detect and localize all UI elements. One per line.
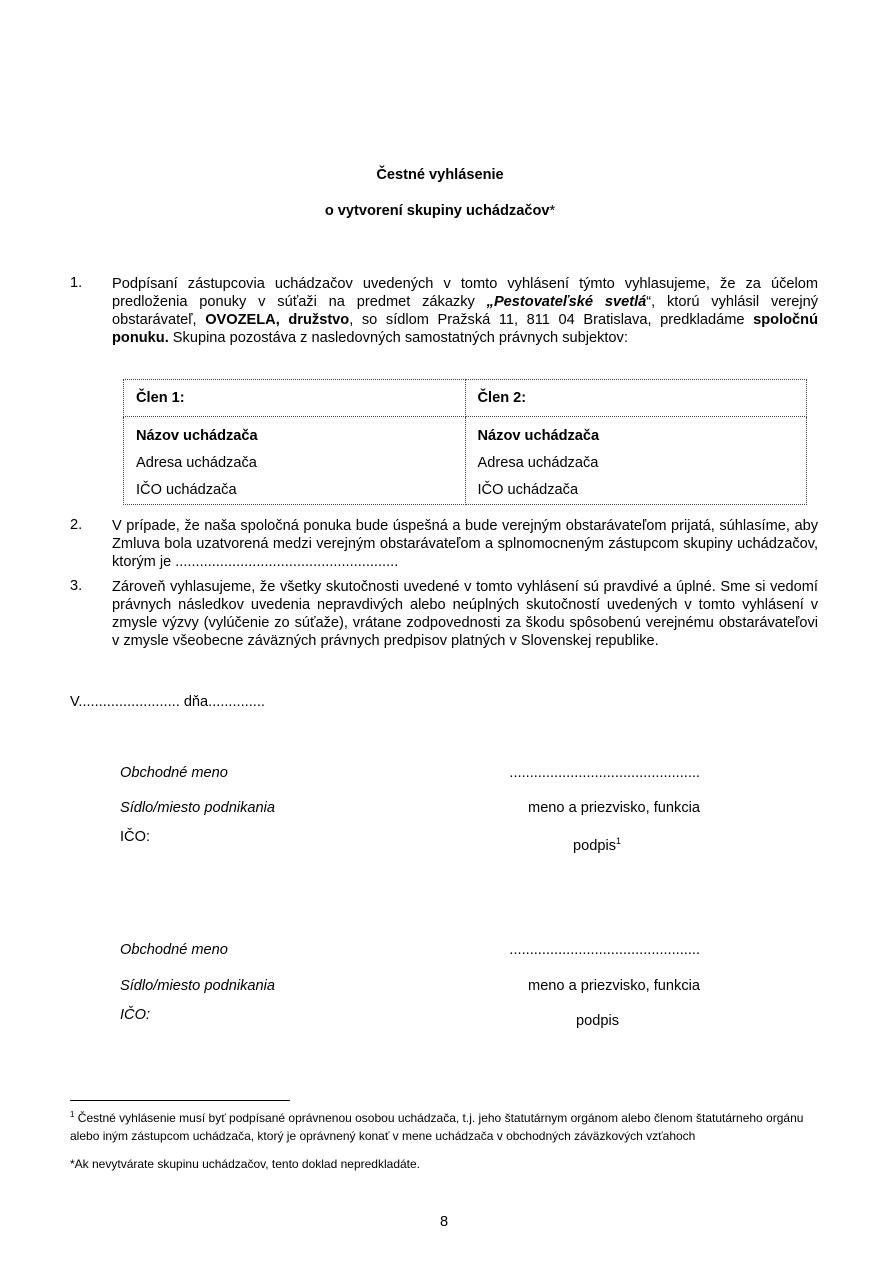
document-title: Čestné vyhlásenie <box>376 167 504 183</box>
member-1-details <box>124 417 466 505</box>
member-2-ico: IČO uchádzača <box>477 482 579 498</box>
sig2-seat-label: Sídlo/miesto podnikania <box>120 978 275 994</box>
sig1-name-role: meno a priezvisko, funkcia <box>528 800 700 816</box>
document-subtitle <box>0 203 880 219</box>
sig2-company-label: Obchodné meno <box>120 942 228 958</box>
sig2-name-role: meno a priezvisko, funkcia <box>528 978 700 994</box>
member-2-name: Názov uchádzača <box>477 428 600 444</box>
sig2-signature-line: ............................................... <box>509 942 700 958</box>
sig2-signature-caption: podpis <box>576 1013 620 1029</box>
member-2-address: Adresa uchádzača <box>477 455 599 471</box>
place-date-line: V......................... dňa.............. <box>70 694 265 710</box>
paragraph-2: V prípade, že naša spoločná ponuka bude úspešná a bude verejným obstarávateľom prijatá, súhlasíme, aby Zmluva bola uzatvorená medzi verejným obstarávateľom a splnomocneným zástupcom skupiny uchádzačov, ktorým je ....................................................... <box>112 518 818 570</box>
member-1-name: Názov uchádzača <box>136 428 258 444</box>
item-number-1: 1. <box>70 275 83 291</box>
member-1-address: Adresa uchádzača <box>136 455 257 471</box>
p1-text-c: , so sídlom Pražská 11, 811 04 Bratislava, predkladáme <box>349 312 754 328</box>
subtitle-text: o vytvorení skupiny uchádzačov <box>324 203 550 219</box>
p1-subject: „Pestovateľské svetlá <box>486 294 647 310</box>
footnote-1-mark: 1 <box>70 1110 75 1119</box>
footnote-ref-1: 1 <box>616 836 622 846</box>
sig1-signature-caption <box>573 836 621 854</box>
paragraph-1 <box>112 275 818 347</box>
subtitle-asterisk: * <box>549 203 556 219</box>
p1-text-b: “, ktorú vyhlásil verejný obstarávateľ, <box>112 294 818 328</box>
p1-text-a: Podpísaní zástupcovia uchádzačov uvedených v tomto vyhlásení týmto vyhlasujeme, že za účelom predloženia ponuky v súťaži na predmet zákazky <box>112 276 818 310</box>
member-2-header: Člen 2: <box>465 380 807 417</box>
sig1-ico-label: IČO: <box>120 829 150 845</box>
p1-joint-offer: spoločnú ponuku. <box>112 312 818 346</box>
footnote-1-text: Čestné vyhlásenie musí byť podpísané oprávnenou osobou uchádzača, t.j. jeho štatutárnym orgánom alebo členom štatutárneho orgánu alebo iným zástupcom uchádzača, ktorý je oprávnený konať v mene uchádzača v obchodných záväzkových vzťahoch <box>70 1111 804 1143</box>
sig1-signature-line: ............................................... <box>509 765 700 781</box>
member-1-header: Člen 1: <box>124 380 466 417</box>
sig1-seat-label: Sídlo/miesto podnikania <box>120 800 275 816</box>
footnote-1 <box>70 1106 830 1145</box>
footnote-2: *Ak nevytvárate skupinu uchádzačov, tento doklad nepredkladáte. <box>70 1157 421 1171</box>
member-2-details <box>465 417 807 505</box>
sig1-signature-text: podpis <box>573 837 617 854</box>
members-table <box>123 379 807 505</box>
p1-contracting-authority: OVOZELA, družstvo <box>205 312 350 328</box>
footnote-separator <box>70 1100 290 1101</box>
page-number: 8 <box>439 1214 449 1230</box>
p1-text-d: Skupina pozostáva z nasledovných samostatných právnych subjektov: <box>168 330 628 346</box>
member-1-ico: IČO uchádzača <box>136 482 237 498</box>
item-number-3: 3. <box>70 578 83 594</box>
item-number-2: 2. <box>70 517 83 533</box>
sig1-company-label: Obchodné meno <box>120 765 228 781</box>
paragraph-3: Zároveň vyhlasujeme, že všetky skutočnosti uvedené v tomto vyhlásení sú pravdivé a úplné. Sme si vedomí právnych následkov uvedenia nepravdivých alebo neúplných skutočností uvedených v tomto vyhlásení v zmysle výzvy (vylúčenie zo súťaže), vrátane zodpovednosti za škodu spôsobenú verejnému obstarávateľovi v zmysle všeobecne záväzných právnych predpisov platných v Slovenskej republike. <box>112 579 818 649</box>
sig2-ico-label: IČO: <box>120 1007 150 1023</box>
